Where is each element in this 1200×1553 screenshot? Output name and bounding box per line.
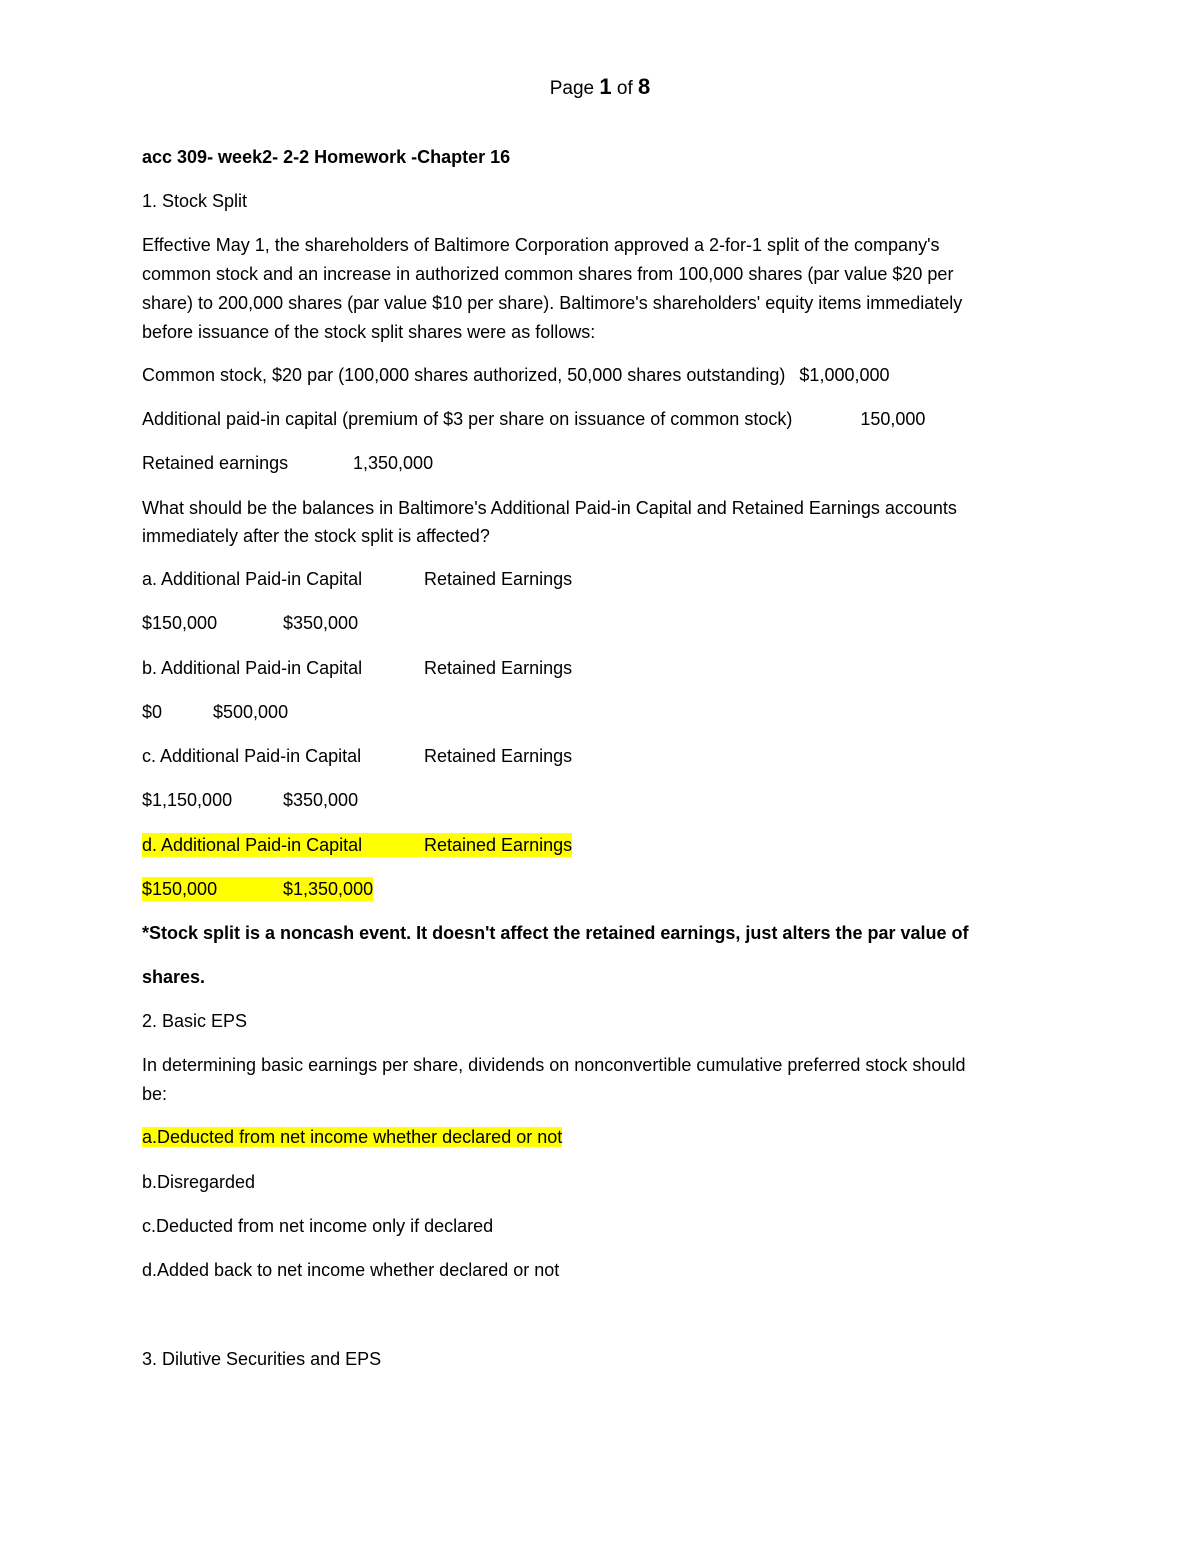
- option-col2: Retained Earnings: [424, 569, 573, 589]
- option-label: c. Additional Paid-in Capital: [142, 746, 362, 766]
- page-prefix: Page: [549, 78, 595, 99]
- option-label: d. Additional Paid-in Capital: [142, 835, 363, 855]
- equity-item-label: Additional paid-in capital (premium of $3 per share on issuance of common stock): [142, 409, 793, 429]
- option-value-re: $1,350,000: [283, 879, 374, 899]
- option-value-re: $500,000: [213, 702, 289, 722]
- q2-option-text: a.Deducted from net income whether declared or not: [142, 1127, 563, 1147]
- page-number: 1: [599, 74, 612, 99]
- q1-heading: 1. Stock Split: [142, 191, 248, 211]
- document-title: acc 309- week2- 2-2 Homework -Chapter 16: [142, 147, 511, 167]
- option-value-re: $350,000: [283, 613, 359, 633]
- page-of: of: [616, 78, 633, 99]
- option-d-header-highlighted: [142, 833, 572, 857]
- q2-option-a-highlighted: [142, 1125, 562, 1149]
- equity-item-value: 150,000: [860, 409, 926, 429]
- q1-note-line: shares.: [142, 967, 206, 987]
- option-value-re: $350,000: [283, 790, 359, 810]
- q1-note-line: *Stock split is a noncash event. It doesn't affect the retained earnings, just alters the par value of: [142, 923, 969, 943]
- option-col2: Retained Earnings: [424, 835, 573, 855]
- q1-question-line: What should be the balances in Baltimore's Additional Paid-in Capital and Retained Earnings accounts: [142, 498, 957, 518]
- option-col2: Retained Earnings: [424, 658, 573, 678]
- q2-option-d: d.Added back to net income whether declared or not: [142, 1260, 560, 1280]
- q2-heading: 2. Basic EPS: [142, 1011, 248, 1031]
- q1-para-line: share) to 200,000 shares (par value $10 per share). Baltimore's shareholders' equity items immediately: [142, 293, 963, 313]
- q1-para-line: common stock and an increase in authorized common shares from 100,000 shares (par value $20 per: [142, 264, 954, 284]
- option-value-apic: $1,150,000: [142, 790, 233, 810]
- equity-item-apic: [142, 407, 925, 431]
- option-c-values: [142, 788, 358, 812]
- equity-item-retained-earnings: [142, 451, 433, 475]
- q3-heading: 3. Dilutive Securities and EPS: [142, 1349, 382, 1369]
- option-value-apic: $0: [142, 702, 163, 722]
- option-label: a. Additional Paid-in Capital: [142, 569, 363, 589]
- page-total: 8: [638, 74, 651, 99]
- option-d-values-highlighted: [142, 877, 373, 901]
- q2-option-b: b.Disregarded: [142, 1172, 256, 1192]
- option-b-header: [142, 656, 572, 680]
- q1-para-line: Effective May 1, the shareholders of Baltimore Corporation approved a 2-for-1 split of the company's: [142, 235, 940, 255]
- equity-item-common-stock: [142, 363, 890, 387]
- option-label: b. Additional Paid-in Capital: [142, 658, 363, 678]
- q2-question-line: In determining basic earnings per share, dividends on nonconvertible cumulative preferred stock should: [142, 1055, 966, 1075]
- option-a-header: [142, 567, 572, 591]
- option-b-values: [142, 700, 288, 724]
- option-value-apic: $150,000: [142, 613, 218, 633]
- q1-para-line: before issuance of the stock split shares were as follows:: [142, 322, 596, 342]
- option-a-values: [142, 611, 358, 635]
- equity-item-label: Retained earnings: [142, 453, 289, 473]
- equity-item-label: Common stock, $20 par (100,000 shares authorized, 50,000 shares outstanding): [142, 365, 786, 385]
- option-col2: Retained Earnings: [424, 746, 573, 766]
- equity-item-value: 1,350,000: [353, 453, 434, 473]
- q2-question-line: be:: [142, 1084, 168, 1104]
- option-c-header: [142, 744, 572, 768]
- page-header: [0, 74, 1200, 102]
- option-value-apic: $150,000: [142, 879, 218, 899]
- q1-question-line: immediately after the stock split is affected?: [142, 526, 490, 546]
- equity-item-value: $1,000,000: [799, 365, 890, 385]
- q2-option-c: c.Deducted from net income only if declared: [142, 1216, 494, 1236]
